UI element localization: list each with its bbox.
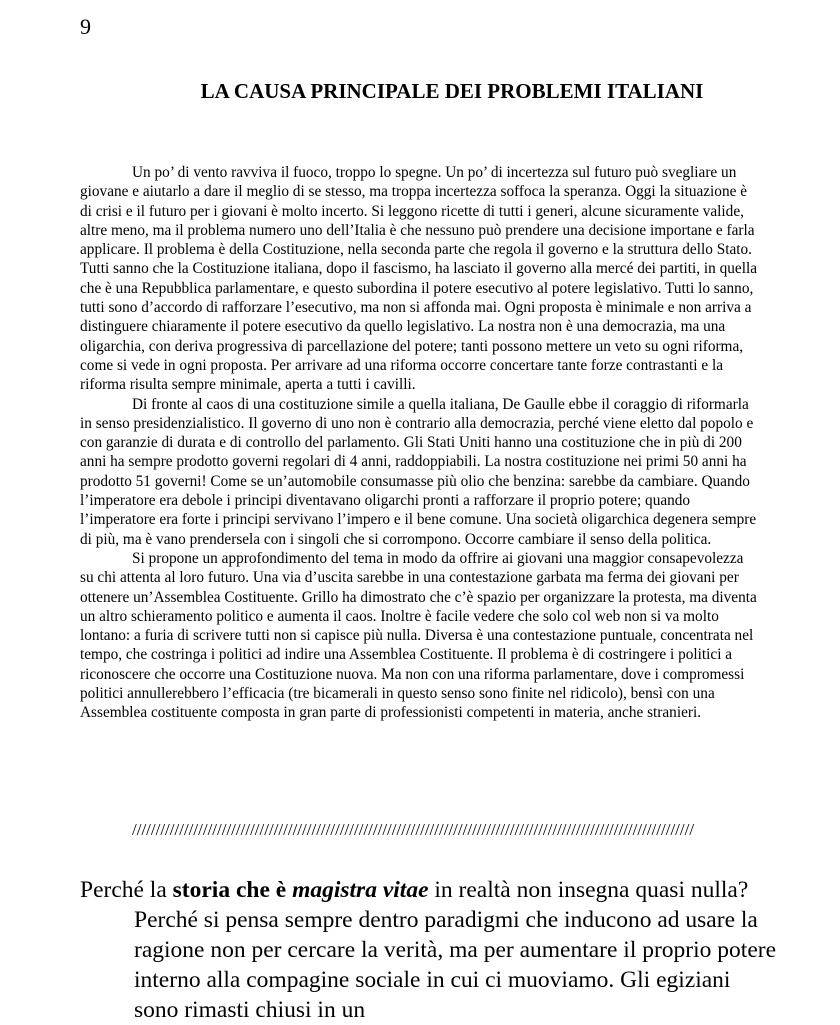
quote-text-continued: in realtà non insegna quasi nulla? Perché si pensa sempre dentro paradigmi che inducono ad usare la ragione non per cercare la verità, ma per aumentare il proprio potere interno alla compagine sociale in cui ci muoviamo. Gli egiziani sono rimasti chiusi in un xyxy=(134,877,777,1023)
quote-text: Perché la xyxy=(80,877,173,903)
quote-bold-italic-text: magistra vitae xyxy=(292,877,429,903)
quote-block xyxy=(80,875,780,1025)
paragraph: Si propone un approfondimento del tema in modo da offrire ai giovani una maggior consapevolezza su chi attenta al loro futuro. Una via d’uscita sarebbe in una contestazione garbata ma ferma dei giovani per ottenere un’Assemblea Costituente. Grillo ha dimostrato che c’è spazio per organizzare la protesta, ma diventa un altro schieramento politico e aumenta il caos. Inoltre è facile vedere che solo col web non si va molto lontano: a furia di scrivere tutti non si capisce più nulla. Diversa è una contestazione puntuale, concentrata nel tempo, che costringa i politici ad indire una Assemblea Costituente. Il problema è di costringere i politici a riconoscere che occorre una Costituzione nuova. Ma non con una riforma parlamentare, dove i compromessi politici annullerebbero l’efficacia (tre bicamerali in questo senso sono finite nel ridicolo), bensì con una Assemblea costituente composta in gran parte di professionisti competenti in materia, anche stranieri. xyxy=(80,549,757,722)
quote-bold-text: storia che è xyxy=(172,877,293,903)
quote-paragraph xyxy=(80,875,780,1025)
page-title: LA CAUSA PRINCIPALE DEI PROBLEMI ITALIANI xyxy=(200,79,704,103)
body-text xyxy=(80,163,760,723)
page-number: 9 xyxy=(80,14,91,39)
paragraph: Un po’ di vento ravviva il fuoco, troppo lo spegne. Un po’ di incertezza sul futuro può svegliare un giovane e aiutarlo a dare il meglio di se stesso, ma troppa incertezza soffoca la speranza. Oggi la situazione è di crisi e il futuro per i giovani è molto incerto. Si leggono ricette di tutti i generi, alcune sicuramente valide, altre meno, ma il problema numero uno dell’Italia è che nessuno può prendere una decisione importane e farla applicare. Il problema è della Costituzione, nella seconda parte che regola il governo e la struttura dello Stato. Tutti sanno che la Costituzione italiana, dopo il fascismo, ha lasciato il governo alla mercé dei partiti, in quella che è una Repubblica parlamentare, e questo subordina il potere esecutivo al potere legislativo. Tutti lo sanno, tutti sono d’accordo di rafforzare l’esecutivo, ma non si affonda mai. Ogni proposta è minimale e non arriva a distinguere chiaramente il potere esecutivo da quello legislativo. La nostra non è una democrazia, ma una oligarchia, con deriva progressiva di parcellazione del potere; tanti possono mettere un veto su ogni riforma, come si vede in ogni proposta. Per arrivare ad una riforma occorre concertare tante forze contrastanti e la riforma risulta sempre minimale, aperta a tutti i cavilli. xyxy=(80,164,757,394)
separator-slashes: /////////////////////////////////////////////////////////////////////////////////////////////////////////////////////// xyxy=(132,820,695,839)
paragraph: Di fronte al caos di una costituzione simile a quella italiana, De Gaulle ebbe il coraggio di riformarla in senso presidenzialistico. Il governo di uno non è contrario alla democrazia, perché viene eletto dal popolo e con garanzie di durata e di controllo del parlamento. Gli Stati Uniti hanno una costituzione che in più di 200 anni ha sempre prodotto governi regolari di 4 anni, raddoppiabili. La nostra costituzione nei primi 50 anni ha prodotto 51 governi! Come se un’automobile consumasse più olio che benzina: sarebbe da cambiare. Quando l’imperatore era debole i principi diventavano oligarchi pronti a rafforzare il proprio potere; quando l’imperatore era forte i principi servivano l’impero e il bene comune. Una società oligarchica degenera sempre di più, ma è vano prendersela con i singoli che si corrompono. Occorre cambiare il senso della politica. xyxy=(80,395,757,548)
